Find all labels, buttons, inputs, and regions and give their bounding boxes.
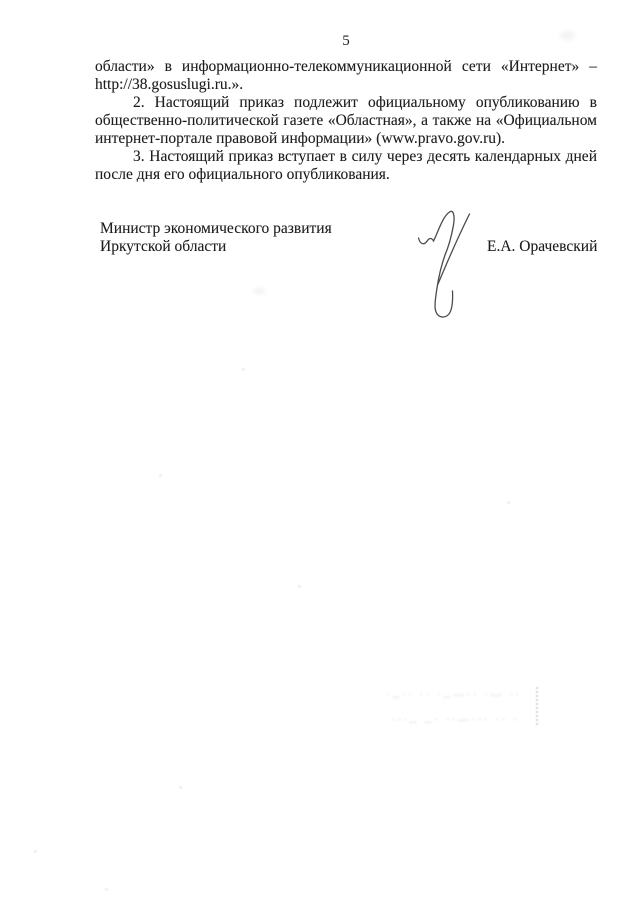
scan-speck [34, 850, 37, 853]
scan-speck [159, 474, 162, 477]
text-line: интернет-портале правовой информации» (www.pravo.gov.ru). [95, 130, 506, 147]
scan-artifact-mark [536, 687, 538, 725]
scan-speck [507, 501, 510, 504]
signature-title-line2: Иркутской области [100, 238, 227, 255]
signature-name: Е.А. Орачевский [487, 238, 598, 255]
text-line: после дня его официального опубликования. [95, 166, 390, 183]
signature-title [100, 220, 332, 256]
scan-artifact-text: ·‥·· ·· ·‥―·· ·― ·· [386, 689, 522, 701]
text-line: области» в информационно-телекоммуникационной сети «Интернет» – [95, 58, 597, 75]
text-line: 2. Настоящий приказ подлежит официальному опубликованию в [133, 94, 597, 111]
signature-title-line1: Министр экономического развития [100, 220, 332, 237]
scan-speck [253, 288, 265, 294]
page-number: 5 [342, 33, 350, 49]
text-line: общественно-политической газете «Областная», а также на «Официальном [95, 112, 597, 129]
text-line: http://38.gosuslugi.ru.». [95, 76, 244, 93]
scan-speck [105, 888, 108, 891]
document-body [95, 58, 597, 184]
scan-speck [242, 368, 245, 371]
scan-artifact-text: ···‥ ‥· ··―··· ·· · [391, 714, 520, 726]
text-line: 3. Настоящий приказ вступает в силу через десять календарных дней [133, 148, 597, 165]
signature-scribble-icon [410, 203, 482, 329]
scan-speck [560, 31, 575, 40]
scan-speck [179, 786, 182, 789]
scan-speck [298, 585, 301, 588]
